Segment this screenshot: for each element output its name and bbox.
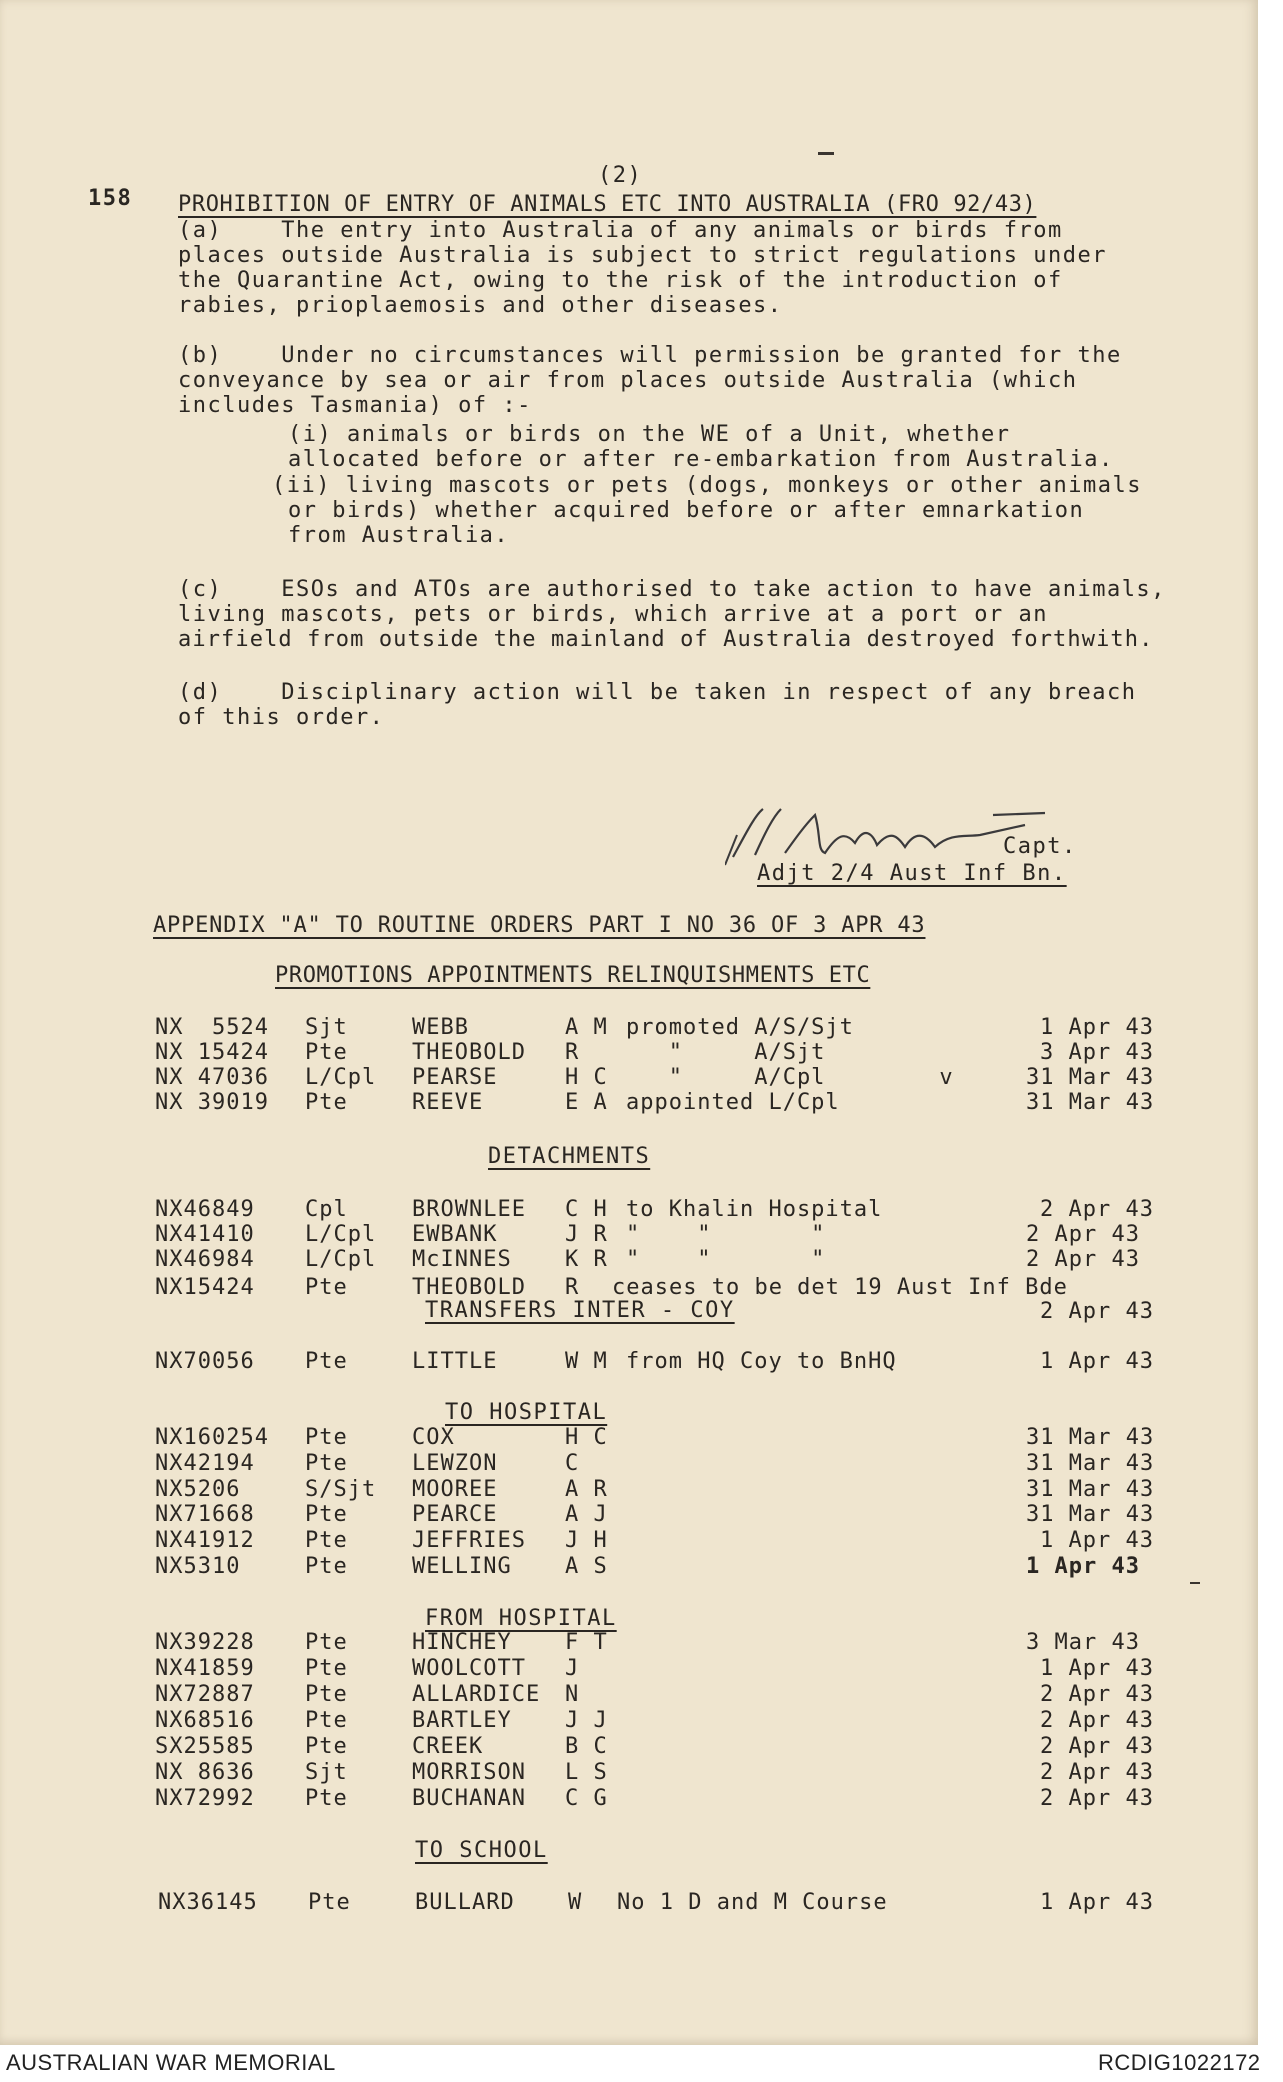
para-a-line-2: places outside Australia is subject to strict regulations under xyxy=(178,243,1107,268)
initials: R xyxy=(565,1040,580,1065)
detail: No 1 D and M Course xyxy=(617,1890,888,1915)
stray-mark xyxy=(1190,1582,1200,1584)
initials: F T xyxy=(565,1630,608,1655)
rank: Pte xyxy=(305,1090,348,1115)
rank: Pte xyxy=(305,1528,348,1553)
rank: L/Cpl xyxy=(305,1222,377,1247)
section-transfers: TRANSFERS INTER - COY xyxy=(425,1298,735,1323)
rank: Pte xyxy=(305,1630,348,1655)
order-number: 158 xyxy=(88,186,133,211)
footer-id: RCDIG1022172 xyxy=(1098,2050,1261,2075)
initials: W xyxy=(568,1890,583,1915)
initials: J H xyxy=(565,1528,608,1553)
rank: Pte xyxy=(305,1502,348,1527)
service-number: NX41410 xyxy=(155,1222,255,1247)
service-number: NX46984 xyxy=(155,1247,255,1272)
detail: to Khalin Hospital xyxy=(626,1197,883,1222)
date: 1 Apr 43 xyxy=(1040,1349,1154,1374)
para-d-line-2: of this order. xyxy=(178,705,385,730)
para-a-line-4: rabies, prioplaemosis and other diseases. xyxy=(178,293,783,318)
surname: JEFFRIES xyxy=(412,1528,526,1553)
signature-title: Adjt 2/4 Aust Inf Bn. xyxy=(757,861,1067,886)
initials: W M xyxy=(565,1349,608,1374)
rank: L/Cpl xyxy=(305,1247,377,1272)
service-number: NX 8636 xyxy=(155,1760,255,1785)
service-number: NX 39019 xyxy=(155,1090,269,1115)
surname: BULLARD xyxy=(415,1890,515,1915)
date: 2 Apr 43 xyxy=(1026,1247,1140,1272)
rank: Pte xyxy=(305,1040,348,1065)
initials: R xyxy=(565,1275,580,1300)
service-number: NX36145 xyxy=(158,1890,258,1915)
rank: S/Sjt xyxy=(305,1477,377,1502)
service-number: NX 47036 xyxy=(155,1065,269,1090)
date: 2 Apr 43 xyxy=(1026,1222,1140,1247)
initials: A J xyxy=(565,1502,608,1527)
initials: J J xyxy=(565,1708,608,1733)
date: 1 Apr 43 xyxy=(1040,1656,1154,1681)
footer-source: AUSTRALIAN WAR MEMORIAL xyxy=(6,2050,336,2075)
surname: LITTLE xyxy=(412,1349,498,1374)
date: 2 Apr 43 xyxy=(1040,1299,1154,1324)
service-number: NX72887 xyxy=(155,1682,255,1707)
section-detachments: DETACHMENTS xyxy=(488,1144,651,1169)
detail: " A/Sjt xyxy=(626,1040,826,1065)
surname: BROWNLEE xyxy=(412,1197,526,1222)
para-b-i-line-2: allocated before or after re-embarkation from Australia. xyxy=(288,447,1114,472)
service-number: NX39228 xyxy=(155,1630,255,1655)
para-b-ii-line-3: from Australia. xyxy=(288,523,510,548)
surname: THEOBOLD xyxy=(412,1275,526,1300)
rank: Pte xyxy=(305,1734,348,1759)
surname: MOOREE xyxy=(412,1477,498,1502)
para-b-ii-line-2: or birds) whether acquired before or after emnarkation xyxy=(288,498,1085,523)
rank: Sjt xyxy=(305,1760,348,1785)
surname: BARTLEY xyxy=(412,1708,512,1733)
date: 31 Mar 43 xyxy=(1026,1502,1155,1527)
para-b-line-1: (b) Under no circumstances will permission be granted for the xyxy=(178,343,1122,368)
surname: MORRISON xyxy=(412,1760,526,1785)
para-d-line-1: (d) Disciplinary action will be taken in respect of any breach xyxy=(178,680,1137,705)
rank: Cpl xyxy=(305,1197,348,1222)
rank: Pte xyxy=(305,1656,348,1681)
section-from-hospital: FROM HOSPITAL xyxy=(425,1606,617,1631)
signature-rank: Capt. xyxy=(1003,834,1077,859)
surname: McINNES xyxy=(412,1247,512,1272)
section-promotions: PROMOTIONS APPOINTMENTS RELINQUISHMENTS ETC xyxy=(275,963,871,988)
initials: A S xyxy=(565,1554,608,1579)
initials: C G xyxy=(565,1786,608,1811)
para-b-ii-line-1: (ii) living mascots or pets (dogs, monkeys or other animals xyxy=(272,473,1142,498)
surname: WOOLCOTT xyxy=(412,1656,526,1681)
order-heading: PROHIBITION OF ENTRY OF ANIMALS ETC INTO AUSTRALIA (FRO 92/43) xyxy=(178,192,1037,217)
section-to-school: TO SCHOOL xyxy=(415,1838,548,1863)
initials: L S xyxy=(565,1760,608,1785)
surname: LEWZON xyxy=(412,1451,498,1476)
rank: Pte xyxy=(305,1425,348,1450)
service-number: NX 15424 xyxy=(155,1040,269,1065)
service-number: NX5206 xyxy=(155,1477,241,1502)
surname: COX xyxy=(412,1425,455,1450)
surname: REEVE xyxy=(412,1090,484,1115)
initials: N xyxy=(565,1682,580,1707)
date: 2 Apr 43 xyxy=(1040,1708,1154,1733)
date: 31 Mar 43 xyxy=(1026,1065,1155,1090)
initials: A M xyxy=(565,1015,608,1040)
detail: " " " xyxy=(626,1247,826,1272)
initials: J R xyxy=(565,1222,608,1247)
initials: E A xyxy=(565,1090,608,1115)
date: 1 Apr 43 xyxy=(1040,1890,1154,1915)
stray-mark xyxy=(818,152,834,155)
date: 1 Apr 43 xyxy=(1040,1528,1154,1553)
surname: THEOBOLD xyxy=(412,1040,526,1065)
initials: C H xyxy=(565,1197,608,1222)
page-number: (2) xyxy=(598,163,643,188)
service-number: NX5310 xyxy=(155,1554,241,1579)
section-to-hospital: TO HOSPITAL xyxy=(445,1400,608,1425)
detail: " " " xyxy=(626,1222,826,1247)
service-number: SX25585 xyxy=(155,1734,255,1759)
para-c-line-2: living mascots, pets or birds, which arrive at a port or an xyxy=(178,602,1048,627)
initials: B C xyxy=(565,1734,608,1759)
initials: H C xyxy=(565,1425,608,1450)
date: 2 Apr 43 xyxy=(1040,1197,1154,1222)
date: 31 Mar 43 xyxy=(1026,1451,1155,1476)
para-a-line-1: (a) The entry into Australia of any animals or birds from xyxy=(178,218,1063,243)
date: 3 Apr 43 xyxy=(1040,1040,1154,1065)
surname: BUCHANAN xyxy=(412,1786,526,1811)
surname: PEARCE xyxy=(412,1502,498,1527)
rank: Pte xyxy=(308,1890,351,1915)
detail: ceases to be det 19 Aust Inf Bde xyxy=(612,1275,1068,1300)
service-number: NX160254 xyxy=(155,1425,269,1450)
surname: CREEK xyxy=(412,1734,484,1759)
date: 31 Mar 43 xyxy=(1026,1477,1155,1502)
rank: Pte xyxy=(305,1275,348,1300)
date: 2 Apr 43 xyxy=(1040,1682,1154,1707)
detail: promoted A/S/Sjt xyxy=(626,1015,854,1040)
service-number: NX71668 xyxy=(155,1502,255,1527)
para-a-line-3: the Quarantine Act, owing to the risk of the introduction of xyxy=(178,268,1063,293)
rank: Pte xyxy=(305,1682,348,1707)
detail: from HQ Coy to BnHQ xyxy=(626,1349,897,1374)
date: 31 Mar 43 xyxy=(1026,1425,1155,1450)
detail: " A/Cpl v xyxy=(626,1065,954,1090)
date: 31 Mar 43 xyxy=(1026,1090,1155,1115)
rank: Pte xyxy=(305,1786,348,1811)
date: 2 Apr 43 xyxy=(1040,1734,1154,1759)
rank: Pte xyxy=(305,1708,348,1733)
service-number: NX68516 xyxy=(155,1708,255,1733)
appendix-heading: APPENDIX "A" TO ROUTINE ORDERS PART I NO 36 OF 3 APR 43 xyxy=(153,913,926,938)
rank: Pte xyxy=(305,1554,348,1579)
date: 3 Mar 43 xyxy=(1026,1630,1140,1655)
service-number: NX70056 xyxy=(155,1349,255,1374)
initials: J xyxy=(565,1656,580,1681)
detail: appointed L/Cpl xyxy=(626,1090,840,1115)
para-c-line-1: (c) ESOs and ATOs are authorised to take action to have animals, xyxy=(178,577,1166,602)
para-b-line-2: conveyance by sea or air from places outside Australia (which xyxy=(178,368,1078,393)
service-number: NX41912 xyxy=(155,1528,255,1553)
surname: EWBANK xyxy=(412,1222,498,1247)
initials: K R xyxy=(565,1247,608,1272)
service-number: NX46849 xyxy=(155,1197,255,1222)
rank: Sjt xyxy=(305,1015,348,1040)
initials: H C xyxy=(565,1065,608,1090)
surname: PEARSE xyxy=(412,1065,498,1090)
date: 2 Apr 43 xyxy=(1040,1760,1154,1785)
initials: C xyxy=(565,1451,580,1476)
rank: L/Cpl xyxy=(305,1065,377,1090)
surname: ALLARDICE xyxy=(412,1682,541,1707)
initials: A R xyxy=(565,1477,608,1502)
date: 2 Apr 43 xyxy=(1040,1786,1154,1811)
para-c-line-3: airfield from outside the mainland of Australia destroyed forthwith. xyxy=(178,627,1154,652)
para-b-i-line-1: (i) animals or birds on the WE of a Unit, whether xyxy=(288,422,1011,447)
service-number: NX15424 xyxy=(155,1275,255,1300)
service-number: NX41859 xyxy=(155,1656,255,1681)
date: 1 Apr 43 xyxy=(1026,1554,1140,1579)
rank: Pte xyxy=(305,1349,348,1374)
service-number: NX72992 xyxy=(155,1786,255,1811)
service-number: NX42194 xyxy=(155,1451,255,1476)
surname: WEBB xyxy=(412,1015,469,1040)
surname: WELLING xyxy=(412,1554,512,1579)
rank: Pte xyxy=(305,1451,348,1476)
date: 1 Apr 43 xyxy=(1040,1015,1154,1040)
para-b-line-3: includes Tasmania) of :- xyxy=(178,393,532,418)
service-number: NX 5524 xyxy=(155,1015,269,1040)
surname: HINCHEY xyxy=(412,1630,512,1655)
